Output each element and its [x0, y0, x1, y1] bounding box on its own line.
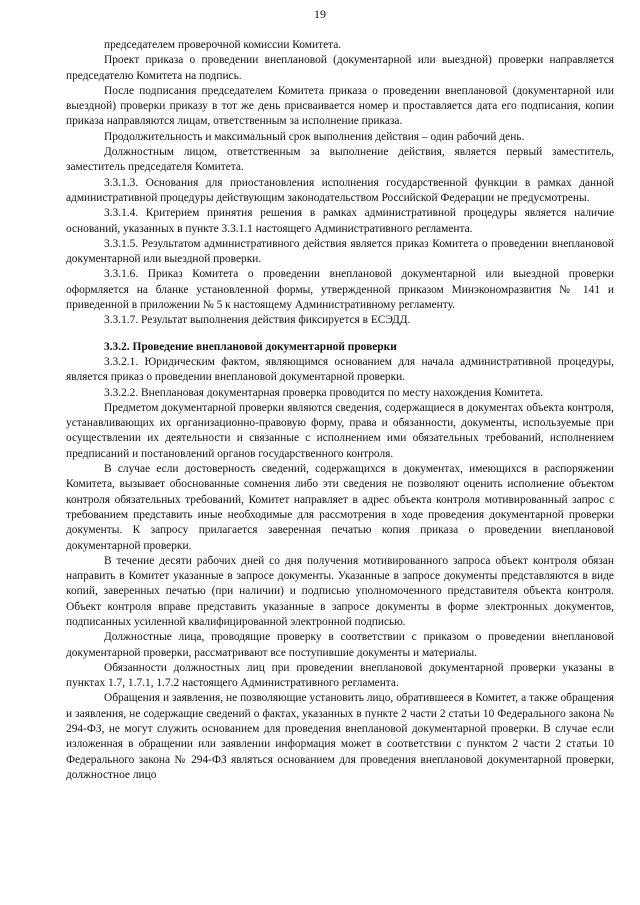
- paragraph: 3.3.1.3. Основания для приостановления исполнения государственной функции в рамках данной административной процедуры действующим законодательством Российской Федерации не предусмотрены.: [66, 176, 614, 204]
- paragraph: 3.3.1.5. Результатом административного действия является приказ Комитета о проведении внеплановой документарной или выездной проверки.: [66, 237, 614, 266]
- paragraph: Должностные лица, проводящие проверку в соответствии с приказом о проведении внеплановой документарной проверки, рассматривают все поступившие документы и материалы.: [66, 631, 614, 659]
- document-body: [66, 38, 614, 783]
- paragraph: председателем проверочной комиссии Комитета.: [104, 39, 342, 51]
- paragraph: 3.3.1.4. Критерием принятия решения в рамках административной процедуры является наличие оснований, указанных в пункте 3.3.1.1 настоящего Административного регламента.: [66, 207, 614, 235]
- paragraph: 3.3.2.2. Внеплановая документарная проверка проводится по месту нахождения Комитета.: [104, 386, 544, 399]
- paragraph: В течение десяти рабочих дней со дня получения мотивированного запроса объект контроля обязан направить в Комитет указанные в запросе документы. Указанные в запросе документы представляются в виде копий, заверенных печатью (при наличии) и подписью уполномоченного представителя объекта контроля. Объект контроля вправе представить указанные в запросе документы в форме электронных документов, подписанных усиленной квалифицированной электронной подписью.: [66, 554, 614, 628]
- paragraph: Обязанности должностных лиц при проведении внеплановой документарной проверки указаны в пунктах 1.7, 1.7.1, 1.7.2 настоящего Административного регламента.: [66, 661, 614, 690]
- paragraph: Должностным лицом, ответственным за выполнение действия, является первый заместитель, заместитель председателя Комитета.: [66, 146, 614, 174]
- paragraph: Продолжительность и максимальный срок выполнения действия – один рабочий день.: [104, 130, 525, 143]
- paragraph: 3.3.1.7. Результат выполнения действия фиксируется в ЕСЭДД.: [104, 314, 411, 327]
- paragraph: Обращения и заявления, не позволяющие установить лицо, обратившееся в Комитет, а также обращения и заявления, не содержащие сведений о фактах, указанных в пункте 2 части 2 статьи 10 Федерального закона № 294-ФЗ, не могут служить основанием для проведения внеплановой документарной проверки. В случае если изложенная в обращении или заявлении информация может в соответствии с пунктом 2 части 2 статьи 10 Федерального закона № 294-ФЗ являться основанием для проведения внеплановой документарной проверки, должностное лицо: [66, 692, 614, 781]
- paragraph: 3.3.1.6. Приказ Комитета о проведении внеплановой документарной или выездной проверки оформляется на бланке установленной формы, утвержденной приказом Минэкономразвития № 141 и приведенной в приложении № 5 к настоящему Административному регламенту.: [66, 268, 614, 312]
- paragraph: В случае если достоверность сведений, содержащихся в документах, имеющихся в распоряжении Комитета, вызывает обоснованные сомнения либо эти сведения не позволяют оценить исполнение объектом контроля обязательных требований, Комитет направляет в адрес объекта контроля мотивированный запрос с требованием представить иные необходимые для рассмотрения в ходе проведения документарной проверки документы. К запросу прилагается заверенная печатью копия приказа о проведении внеплановой документарной проверки.: [66, 463, 614, 552]
- paragraph: Проект приказа о проведении внеплановой (документарной или выездной) проверки направляется председателю Комитета на подпись.: [66, 54, 614, 82]
- paragraph: После подписания председателем Комитета приказа о проведении внеплановой (документарной или выездной) проверки приказу в тот же день присваивается номер и проставляется дата его подписания, копии приказа направляются лицам, ответственным за исполнение приказа.: [66, 84, 614, 128]
- paragraph: 3.3.2.1. Юридическим фактом, являющимся основанием для начала административной процедуры, является приказ о проведении внеплановой документарной проверки.: [66, 355, 614, 384]
- page-number: 19: [314, 7, 326, 21]
- paragraph: Предметом документарной проверки являются сведения, содержащиеся в документах объекта контроля, устанавливающих их организационно-правовую форму, права и обязанности, документы, используемые при осуществлении их деятельности и связанные с исполнением ими обязательных требований, исполнением предписаний и постановлений органов государственного контроля.: [66, 401, 614, 460]
- section-heading: 3.3.2. Проведение внеплановой документарной проверки: [104, 340, 397, 353]
